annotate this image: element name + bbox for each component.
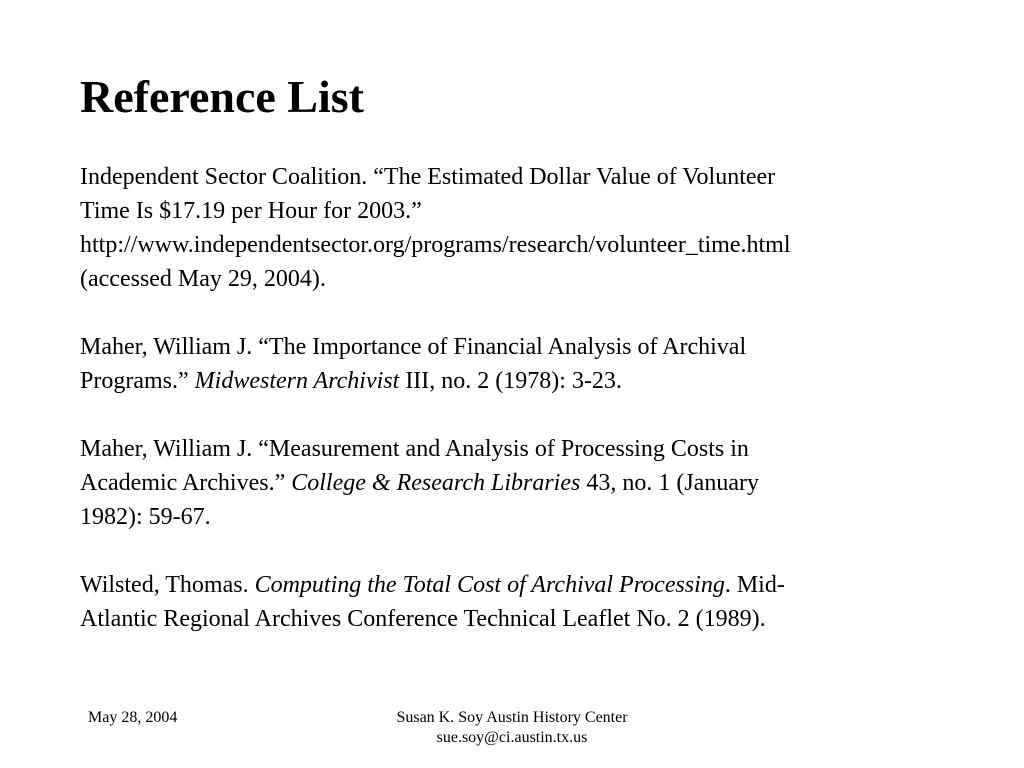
footer-author [362,708,662,748]
reference-url [80,228,940,262]
reference-text: Independent Sector Coalition. “The Estimated Dollar Value of Volunteer [80,164,776,190]
reference-entry [80,330,940,398]
reference-text: 43, no. 1 (January [580,470,759,496]
reference-book-title: Computing the Total Cost of Archival Processing [254,572,725,598]
reference-entry [80,432,940,534]
reference-text: 1982): 59-67. [80,504,211,530]
reference-text: . Mid- [724,572,785,598]
reference-text: Wilsted, Thomas. [80,572,255,598]
reference-text: http://www.independentsector.org/programs/research/volunteer_time.html [80,232,791,258]
reference-line [80,568,940,602]
reference-text: Programs.” [80,368,195,394]
reference-entry [80,568,940,636]
reference-line [80,330,940,364]
reference-line [80,602,940,636]
slide-title: Reference List [80,71,364,122]
footer-email: sue.soy@ci.austin.tx.us [436,729,588,746]
reference-line [80,262,940,296]
reference-text: Time Is $17.19 per Hour for 2003.” [80,198,422,224]
reference-journal-title: Midwestern Archivist [194,368,400,394]
reference-text: Maher, William J. “The Importance of Financial Analysis of Archival [80,334,747,360]
reference-text: Academic Archives.” [80,470,292,496]
reference-line [80,194,940,228]
reference-text: III, no. 2 (1978): 3-23. [399,368,622,394]
reference-journal-title: College & Research Libraries [291,470,581,496]
reference-entry [80,160,940,296]
reference-line [80,500,940,534]
reference-text: (accessed May 29, 2004). [80,266,326,292]
reference-line [80,466,940,500]
reference-line [80,432,940,466]
footer-date: May 28, 2004 [88,709,178,726]
reference-text: Atlantic Regional Archives Conference Technical Leaflet No. 2 (1989). [80,606,766,632]
reference-list [80,160,940,670]
footer-author-org: Susan K. Soy Austin History Center [396,709,628,726]
reference-text: Maher, William J. “Measurement and Analysis of Processing Costs in [80,436,749,462]
reference-line [80,364,940,398]
reference-line [80,160,940,194]
